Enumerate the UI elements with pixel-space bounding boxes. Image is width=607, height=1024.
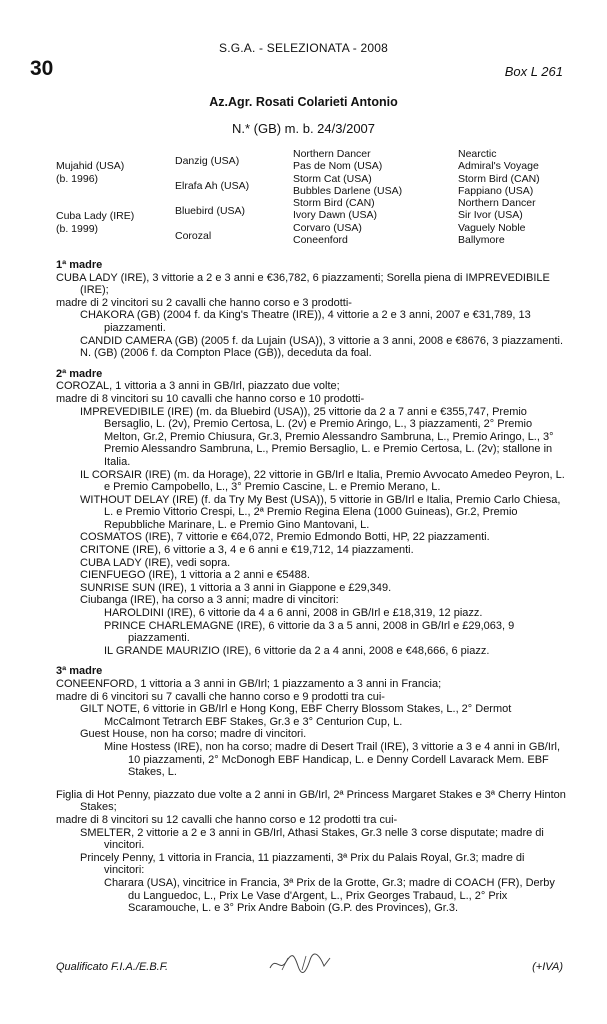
lot-number: 30	[30, 57, 54, 80]
dam3-line: Mine Hostess (IRE), non ha corso; madre di Desert Trail (IRE), 3 vittorie a 3 e 4 anni in GB/Irl, 10 piazzamenti, 2° McDonogh EBF Handicap, L. e Denny Cordell Lavarack Mem. EBF Stakes, L.	[104, 740, 561, 779]
dam1-line: CUBA LADY (IRE), 3 vittorie a 2 e 3 anni e €36,782, 6 piazzamenti; Sorella piena di IMPREVEDIBILE (IRE);	[56, 271, 550, 297]
dam2-line: CIENFUEGO (IRE), 1 vittoria a 2 anni e €5488.	[80, 569, 310, 582]
dam3-line: GILT NOTE, 6 vittorie in GB/Irl e Hong Kong, EBF Cherry Blossom Stakes, L., 2° Dermot McCalmont Tetrarch EBF Stakes, Gr.3 e 3° Centurion Cup, L.	[80, 703, 512, 728]
dam2-line: CRITONE (IRE), 6 vittorie a 3, 4 e 6 anni e €19,712, 14 piazzamenti.	[80, 544, 414, 557]
pedigree-gen4: Nearctic	[458, 148, 497, 160]
dam3-line: SMELTER, 2 vittorie a 2 e 3 anni in GB/Irl, Athasi Stakes, Gr.3 nelle 3 corse disputate; madre di vincitori.	[80, 826, 544, 852]
horse-description: N.* (GB) m. b. 24/3/2007	[231, 121, 376, 136]
dam2-line: IMPREVEDIBILE (IRE) (m. da Bluebird (USA)), 25 vittorie da 2 a 7 anni e €355,747, Premio Bersaglio, L. (2v), Premio Certosa, L. (2v) e Premio Aringo, L., 3 piazzamenti, 2° Premio Melton, Gr.2, Premio Chiusura, Gr.3, Premio Alessandro Sambruna, L., Premio Aringo, L., 3° Premio Alessandro Sambruna, L., Premio Bersaglio, L. e Premio Certosa, L. (2v); stallone in Italia.	[80, 405, 554, 468]
pedigree-gen4: Sir Ivor (USA)	[458, 209, 523, 221]
pedigree-gen2: Elrafa Ah (USA)	[175, 180, 250, 192]
pedigree-gen2: Bluebird (USA)	[175, 205, 246, 217]
dam2-line: CUBA LADY (IRE), vedi sopra.	[80, 556, 231, 569]
pedigree-table	[56, 147, 576, 277]
pedigree-dam-year: (b. 1999)	[56, 223, 99, 235]
dam2-line: HAROLDINI (IRE), 6 vittorie da 4 a 6 anni, 2008 in GB/Irl e £18,319, 12 piazz.	[104, 607, 483, 620]
dam3-line: CONEENFORD, 1 vittoria a 3 anni in GB/Irl; 1 piazzamento a 3 anni in Francia;	[56, 678, 442, 690]
pedigree-gen4: Admiral's Voyage	[458, 160, 539, 172]
dam2-line: COROZAL, 1 vittoria a 3 anni in GB/Irl, piazzato due volte;	[56, 380, 340, 393]
dam2-line: COSMATOS (IRE), 7 vittorie e €64,072, Premio Edmondo Botti, HP, 22 piazzamenti.	[80, 531, 490, 544]
family-text	[56, 259, 566, 915]
pedigree-gen3: Ivory Dawn (USA)	[293, 209, 378, 221]
dam3-line: madre di 8 vincitori su 12 cavalli che hanno corso e 12 prodotti tra cui-	[56, 813, 398, 826]
pedigree-gen4: Northern Dancer	[458, 197, 536, 209]
pedigree-gen3: Pas de Nom (USA)	[293, 160, 383, 172]
dam2-line: SUNRISE SUN (IRE), 1 vittoria a 3 anni in Giappone e £29,349.	[80, 581, 392, 594]
owner-name: Az.Agr. Rosati Colarieti Antonio	[209, 95, 398, 109]
pedigree-gen4: Ballymore	[458, 234, 505, 246]
pedigree-gen3: Coneenford	[293, 234, 348, 246]
spacer	[56, 779, 566, 789]
signature-mark	[268, 950, 332, 976]
dam3-line: madre di 6 vincitori su 7 cavalli che hanno corso e 9 prodotti tra cui-	[56, 690, 385, 703]
dam2-line: Ciubanga (IRE), ha corso a 3 anni; madre di vincitori:	[80, 594, 339, 607]
pedigree-gen2: Corozal	[175, 230, 212, 242]
sale-title: S.G.A. - SELEZIONATA - 2008	[218, 41, 388, 55]
section-title-dam2: 2ª madre	[56, 367, 103, 380]
dam1-line: madre di 2 vincitori su 2 cavalli che hanno corso e 3 prodotti-	[56, 296, 352, 309]
pedigree-gen2: Danzig (USA)	[175, 155, 240, 167]
vat-note: (+IVA)	[532, 961, 563, 973]
dam3-line: Charara (USA), vincitrice in Francia, 3ª Prix de la Grotte, Gr.3; madre di COACH (FR), Derby du Languedoc, L., Prix Le Vase d'Argent, L., Prix Georges Trabaud, L., 2° Prix Scaramouche, L. e 3° Prix Andre Baboin (G.P. des Provinces), Gr.3.	[104, 876, 555, 915]
pedigree-sire-year: (b. 1996)	[56, 173, 99, 185]
dam1-line: CHAKORA (GB) (2004 f. da King's Theatre (IRE)), 4 vittorie a 2 e 3 anni, 2007 e €31,789, 13 piazzamenti.	[80, 309, 531, 334]
pedigree-gen3: Storm Cat (USA)	[293, 173, 372, 185]
pedigree-sire: Mujahid (USA)	[56, 160, 125, 172]
dam1-line: CANDID CAMERA (GB) (2005 f. da Lujain (USA)), 3 vittorie a 3 anni, 2008 e €8676, 3 piazzamenti.	[80, 334, 564, 347]
box-number: Box L 261	[504, 64, 563, 79]
pedigree-gen3: Corvaro (USA)	[293, 222, 362, 234]
pedigree-gen4: Storm Bird (CAN)	[458, 173, 540, 185]
dam3-line: Figlia di Hot Penny, piazzato due volte a 2 anni in GB/Irl, 2ª Princess Margaret Stakes e 3ª Cherry Hinton Stakes;	[56, 788, 566, 814]
dam2-line: IL GRANDE MAURIZIO (IRE), 6 vittorie da 2 a 4 anni, 2008 e €48,666, 6 piazz.	[104, 644, 490, 657]
dam2-line: WITHOUT DELAY (IRE) (f. da Try My Best (USA)), 5 vittorie in GB/Irl e Italia, Premio Carlo Chiesa, L. e Premio Vittorio Crespi, L., 2ª Premio Regina Elena (1000 Guineas), Gr.2, Premio Repubbliche Marinare, L. e Premio Gino Mantovani, L.	[80, 493, 561, 531]
dam2-line: IL CORSAIR (IRE) (m. da Horage), 22 vittorie in GB/Irl e Italia, Premio Avvocato Amedeo Peyron, L. e Premio Campobello, L., 3° Premio Cascine, L. e Premio Merano, L.	[80, 468, 565, 494]
dam3-line: Princely Penny, 1 vittoria in Francia, 11 piazzamenti, 3ª Prix du Palais Royal, Gr.3; madre di vincitori:	[80, 851, 525, 877]
dam2-line: PRINCE CHARLEMAGNE (IRE), 6 vittorie da 3 a 5 anni, 2008 in GB/Irl e £29,063, 9 piazzamenti.	[104, 619, 515, 645]
pedigree-gen4: Vaguely Noble	[458, 222, 526, 234]
pedigree-gen3: Storm Bird (CAN)	[293, 197, 375, 209]
qualification-note: Qualificato F.I.A./E.B.F.	[56, 961, 169, 973]
dam2-line: madre di 8 vincitori su 10 cavalli che hanno corso e 10 prodotti-	[56, 392, 365, 405]
pedigree-dam: Cuba Lady (IRE)	[56, 210, 135, 222]
pedigree-gen3: Northern Dancer	[293, 148, 371, 160]
section-title-dam1: 1ª madre	[56, 259, 103, 271]
dam3-line: Guest House, non ha corso; madre di vincitori.	[80, 728, 307, 741]
dam1-line: N. (GB) (2006 f. da Compton Place (GB)), deceduta da foal.	[80, 347, 372, 360]
pedigree-gen4: Fappiano (USA)	[458, 185, 534, 197]
pedigree-gen3: Bubbles Darlene (USA)	[293, 185, 403, 197]
section-title-dam3: 3ª madre	[56, 665, 103, 678]
